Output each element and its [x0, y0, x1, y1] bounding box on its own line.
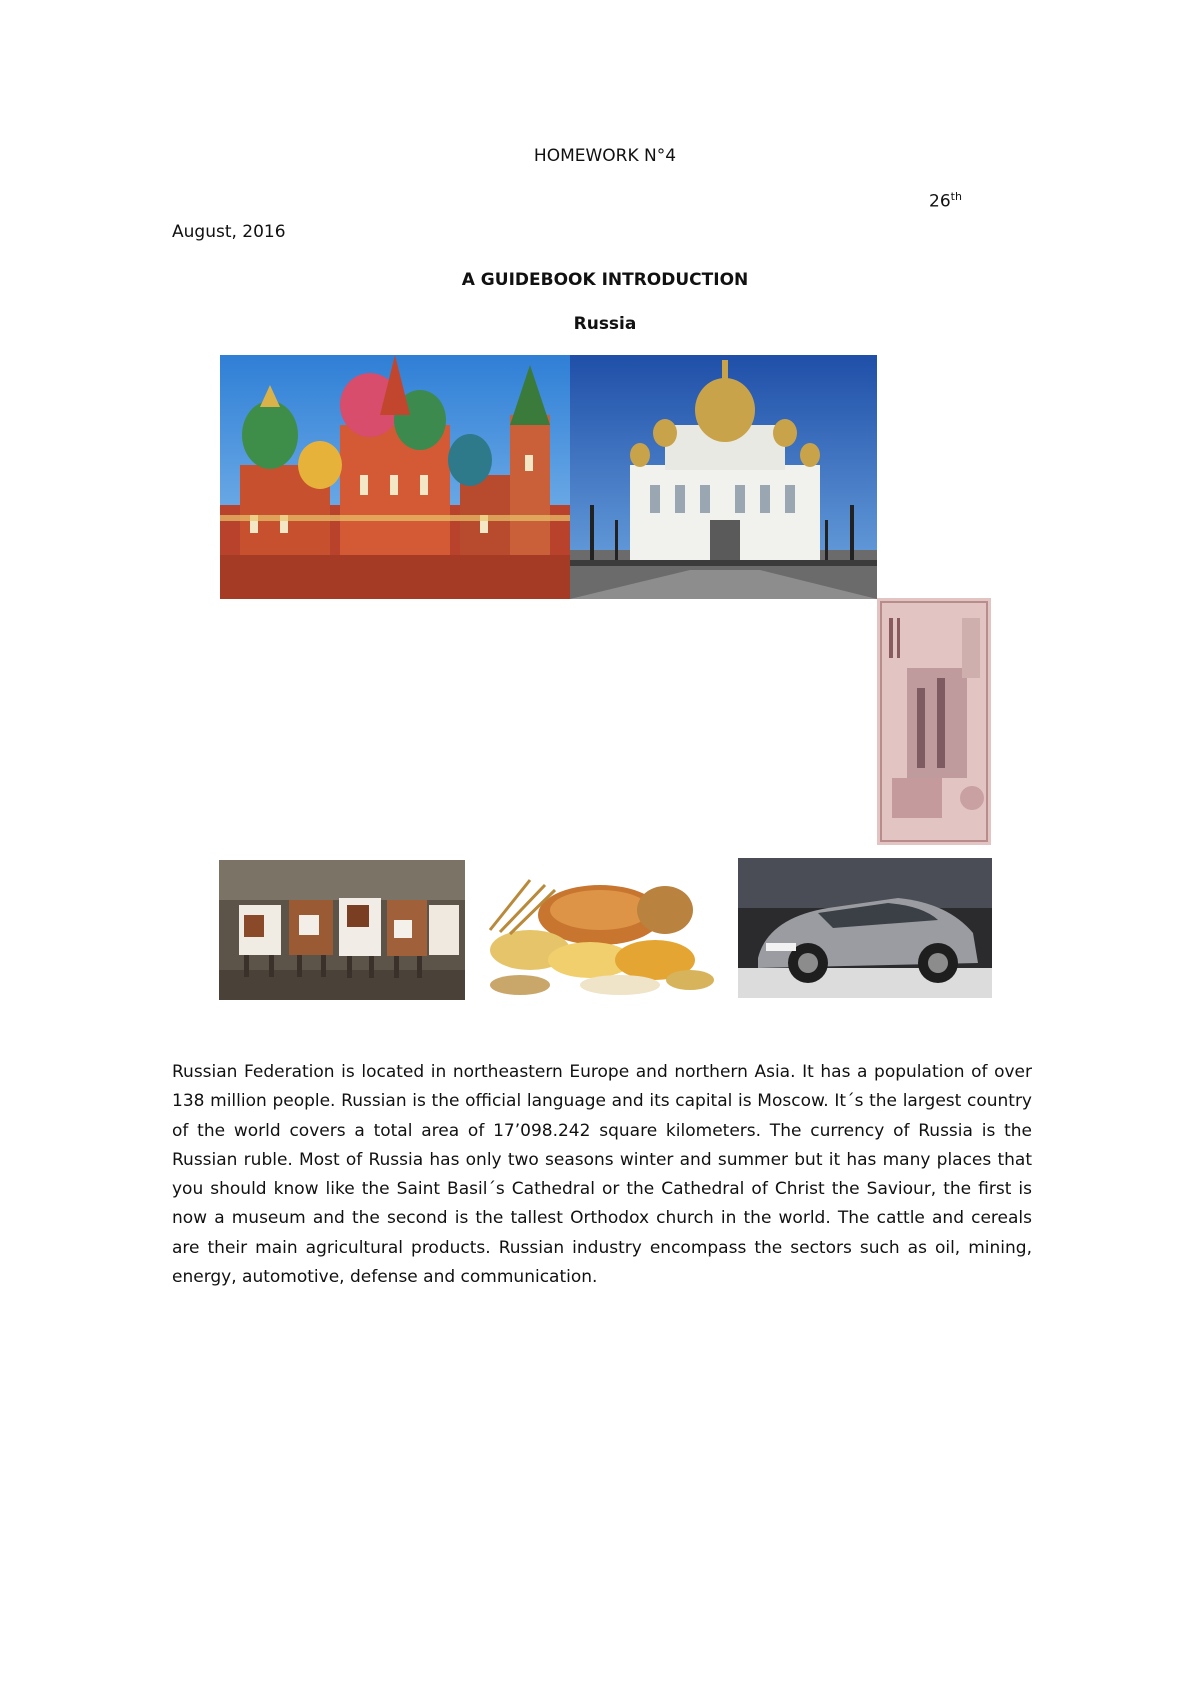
cathedral-of-christ-the-saviour-image: [570, 355, 877, 599]
date-day-suffix: th: [950, 190, 962, 203]
date-day: [929, 190, 962, 212]
document-heading: A GUIDEBOOK INTRODUCTION: [461, 270, 749, 290]
car-image: [738, 858, 992, 998]
document-title: HOMEWORK N°4: [533, 146, 677, 166]
bread-cereals-image: [470, 860, 724, 1000]
date-day-number: 26: [929, 191, 951, 212]
ruble-banknote-image: [877, 598, 991, 845]
body-paragraph: Russian Federation is located in northeastern Europe and northern Asia. It has a population of over 138 million people. Russian is the official language and its capital is Moscow. It´s the largest country of the world covers a total area of 17’098.242 square kilometers. The currency of Russia is the Russian ruble. Most of Russia has only two seasons winter and summer but it has many places that you should know like the Saint Basil´s Cathedral or the Cathedral of Christ the Saviour, the first is now a museum and the second is the tallest Orthodox church in the world. The cattle and cereals are their main agricultural products. Russian industry encompass the sectors such as oil, mining, energy, automotive, defense and communication.: [172, 1062, 1032, 1288]
saint-basils-cathedral-image: [220, 355, 570, 599]
cattle-image: [219, 860, 465, 1000]
document-subheading: Russia: [573, 314, 637, 334]
date-month-year: August, 2016: [172, 222, 286, 242]
